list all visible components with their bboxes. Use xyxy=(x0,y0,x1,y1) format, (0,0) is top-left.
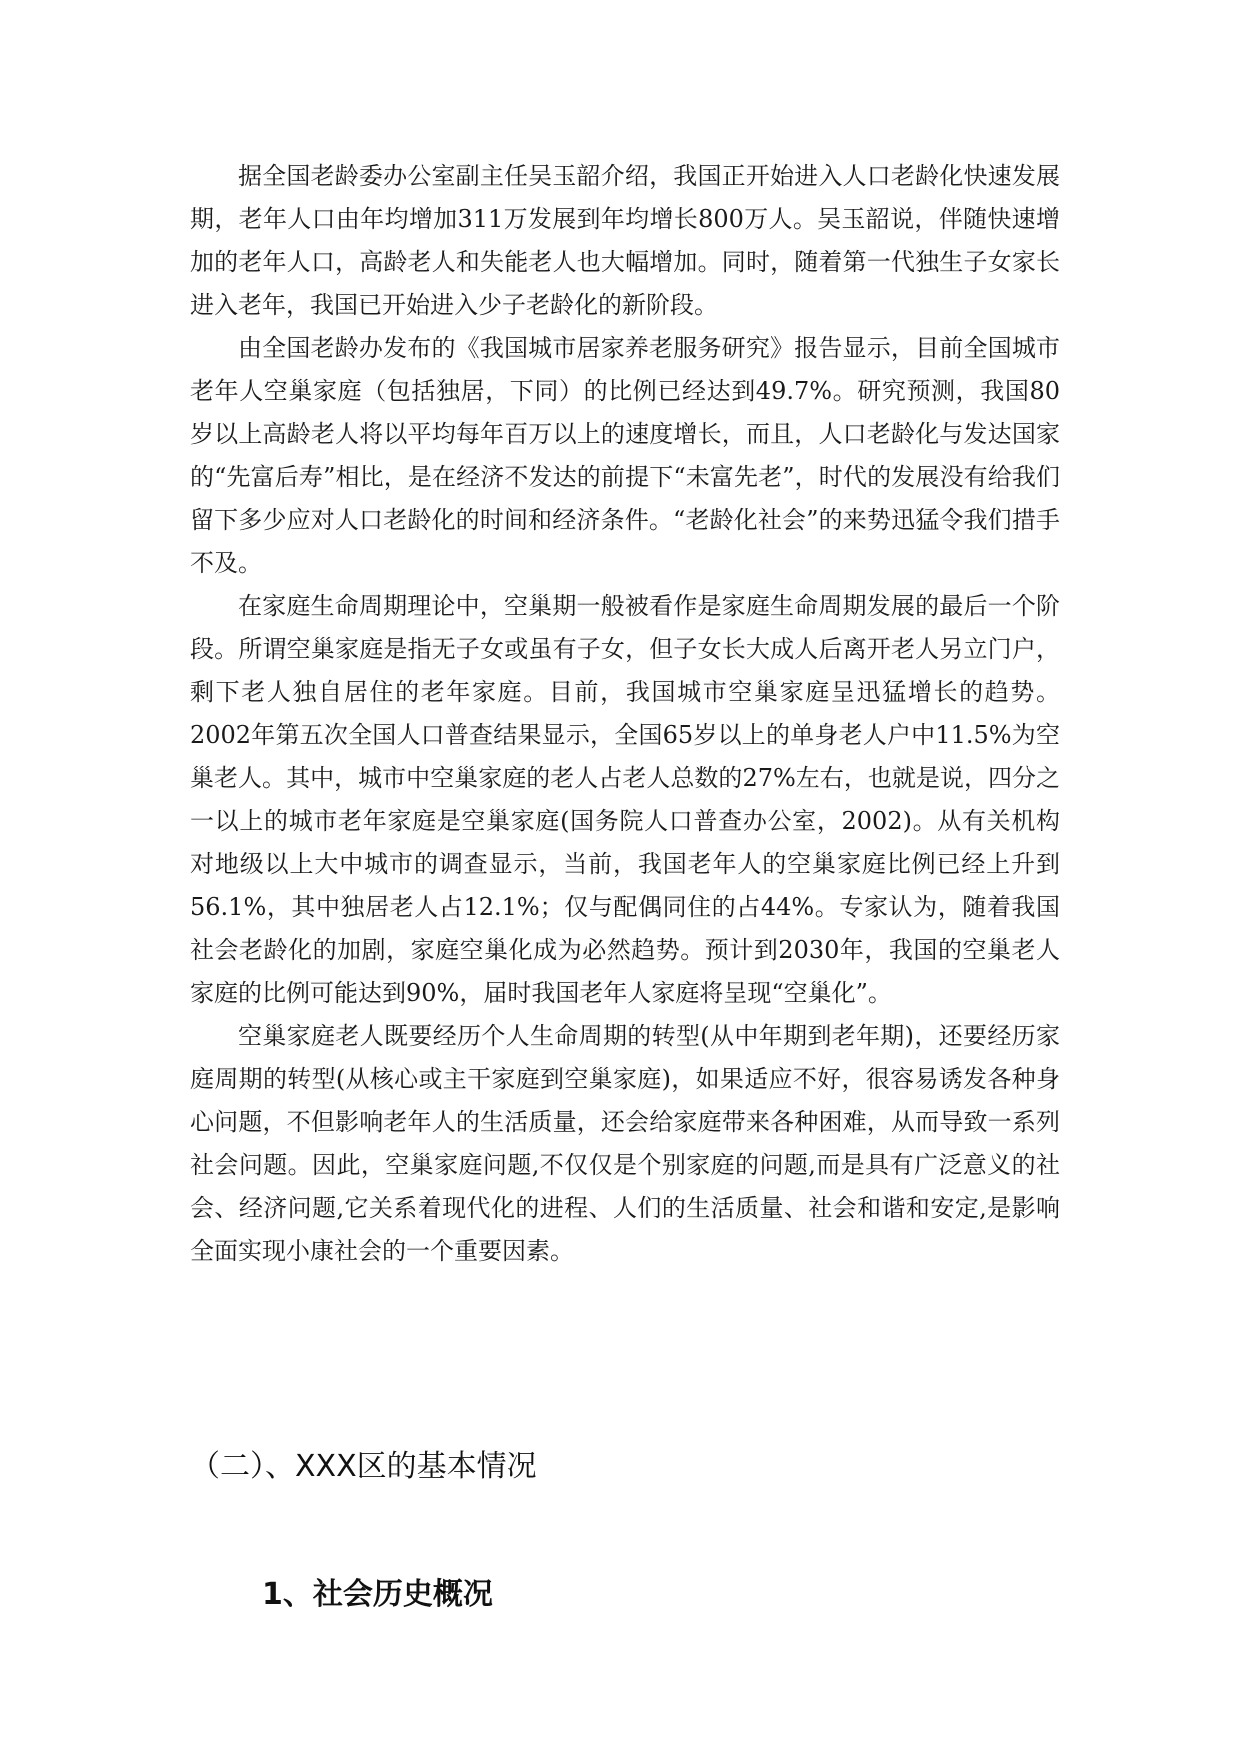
paragraph-aging-acceleration: 据全国老龄委办公室副主任吴玉韶介绍，我国正开始进入人口老龄化快速发展期，老年人口由年均增加311万发展到年均增长800万人。吴玉韶说，伴随快速增加的老年人口，高龄老人和失能老人也大幅增加。同时，随着第一代独生子女家长进入老年，我国已开始进入少子老龄化的新阶段。 xyxy=(190,162,1060,319)
sub-heading: 1、社会历史概况 xyxy=(262,1577,493,1612)
section-heading: （二）、XXX区的基本情况 xyxy=(190,1449,537,1484)
paragraph-empty-nest-report: 由全国老龄办发布的《我国城市居家养老服务研究》报告显示，目前全国城市老年人空巢家庭（包括独居，下同）的比例已经达到49.7%。研究预测，我国80岁以上高龄老人将以平均每年百万以上的速度增长，而且，人口老龄化与发达国家的“先富后寿”相比，是在经济不发达的前提下“未富先老”，时代的发展没有给我们留下多少应对人口老龄化的时间和经济条件。“老龄化社会”的来势迅猛令我们措手不及。 xyxy=(190,334,1060,577)
paragraph-family-life-cycle: 在家庭生命周期理论中，空巢期一般被看作是家庭生命周期发展的最后一个阶段。所谓空巢家庭是指无子女或虽有子女，但子女长大成人后离开老人另立门户，剩下老人独自居住的老年家庭。目前，我国城市空巢家庭呈迅猛增长的趋势。2002年第五次全国人口普查结果显示，全国65岁以上的单身老人户中11.5%为空巢老人。其中，城市中空巢家庭的老人占老人总数的27%左右，也就是说，四分之一以上的城市老年家庭是空巢家庭(国务院人口普查办公室，2002)。从有关机构对地级以上大中城市的调查显示，当前，我国老年人的空巢家庭比例已经上升到56.1%，其中独居老人占12.1%；仅与配偶同住的占44%。专家认为，随着我国社会老龄化的加剧，家庭空巢化成为必然趋势。预计到2030年，我国的空巢老人家庭的比例可能达到90%，届时我国老年人家庭将呈现“空巢化”。 xyxy=(190,592,1060,1007)
paragraph-social-problems: 空巢家庭老人既要经历个人生命周期的转型(从中年期到老年期)，还要经历家庭周期的转型(从核心或主干家庭到空巢家庭)，如果适应不好，很容易诱发各种身心问题，不但影响老年人的生活质量，还会给家庭带来各种困难，从而导致一系列社会问题。因此，空巢家庭问题,不仅仅是个别家庭的问题,而是具有广泛意义的社会、经济问题,它关系着现代化的进程、人们的生活质量、社会和谐和安定,是影响全面实现小康社会的一个重要因素。 xyxy=(190,1022,1060,1265)
body-text xyxy=(190,155,1060,1273)
